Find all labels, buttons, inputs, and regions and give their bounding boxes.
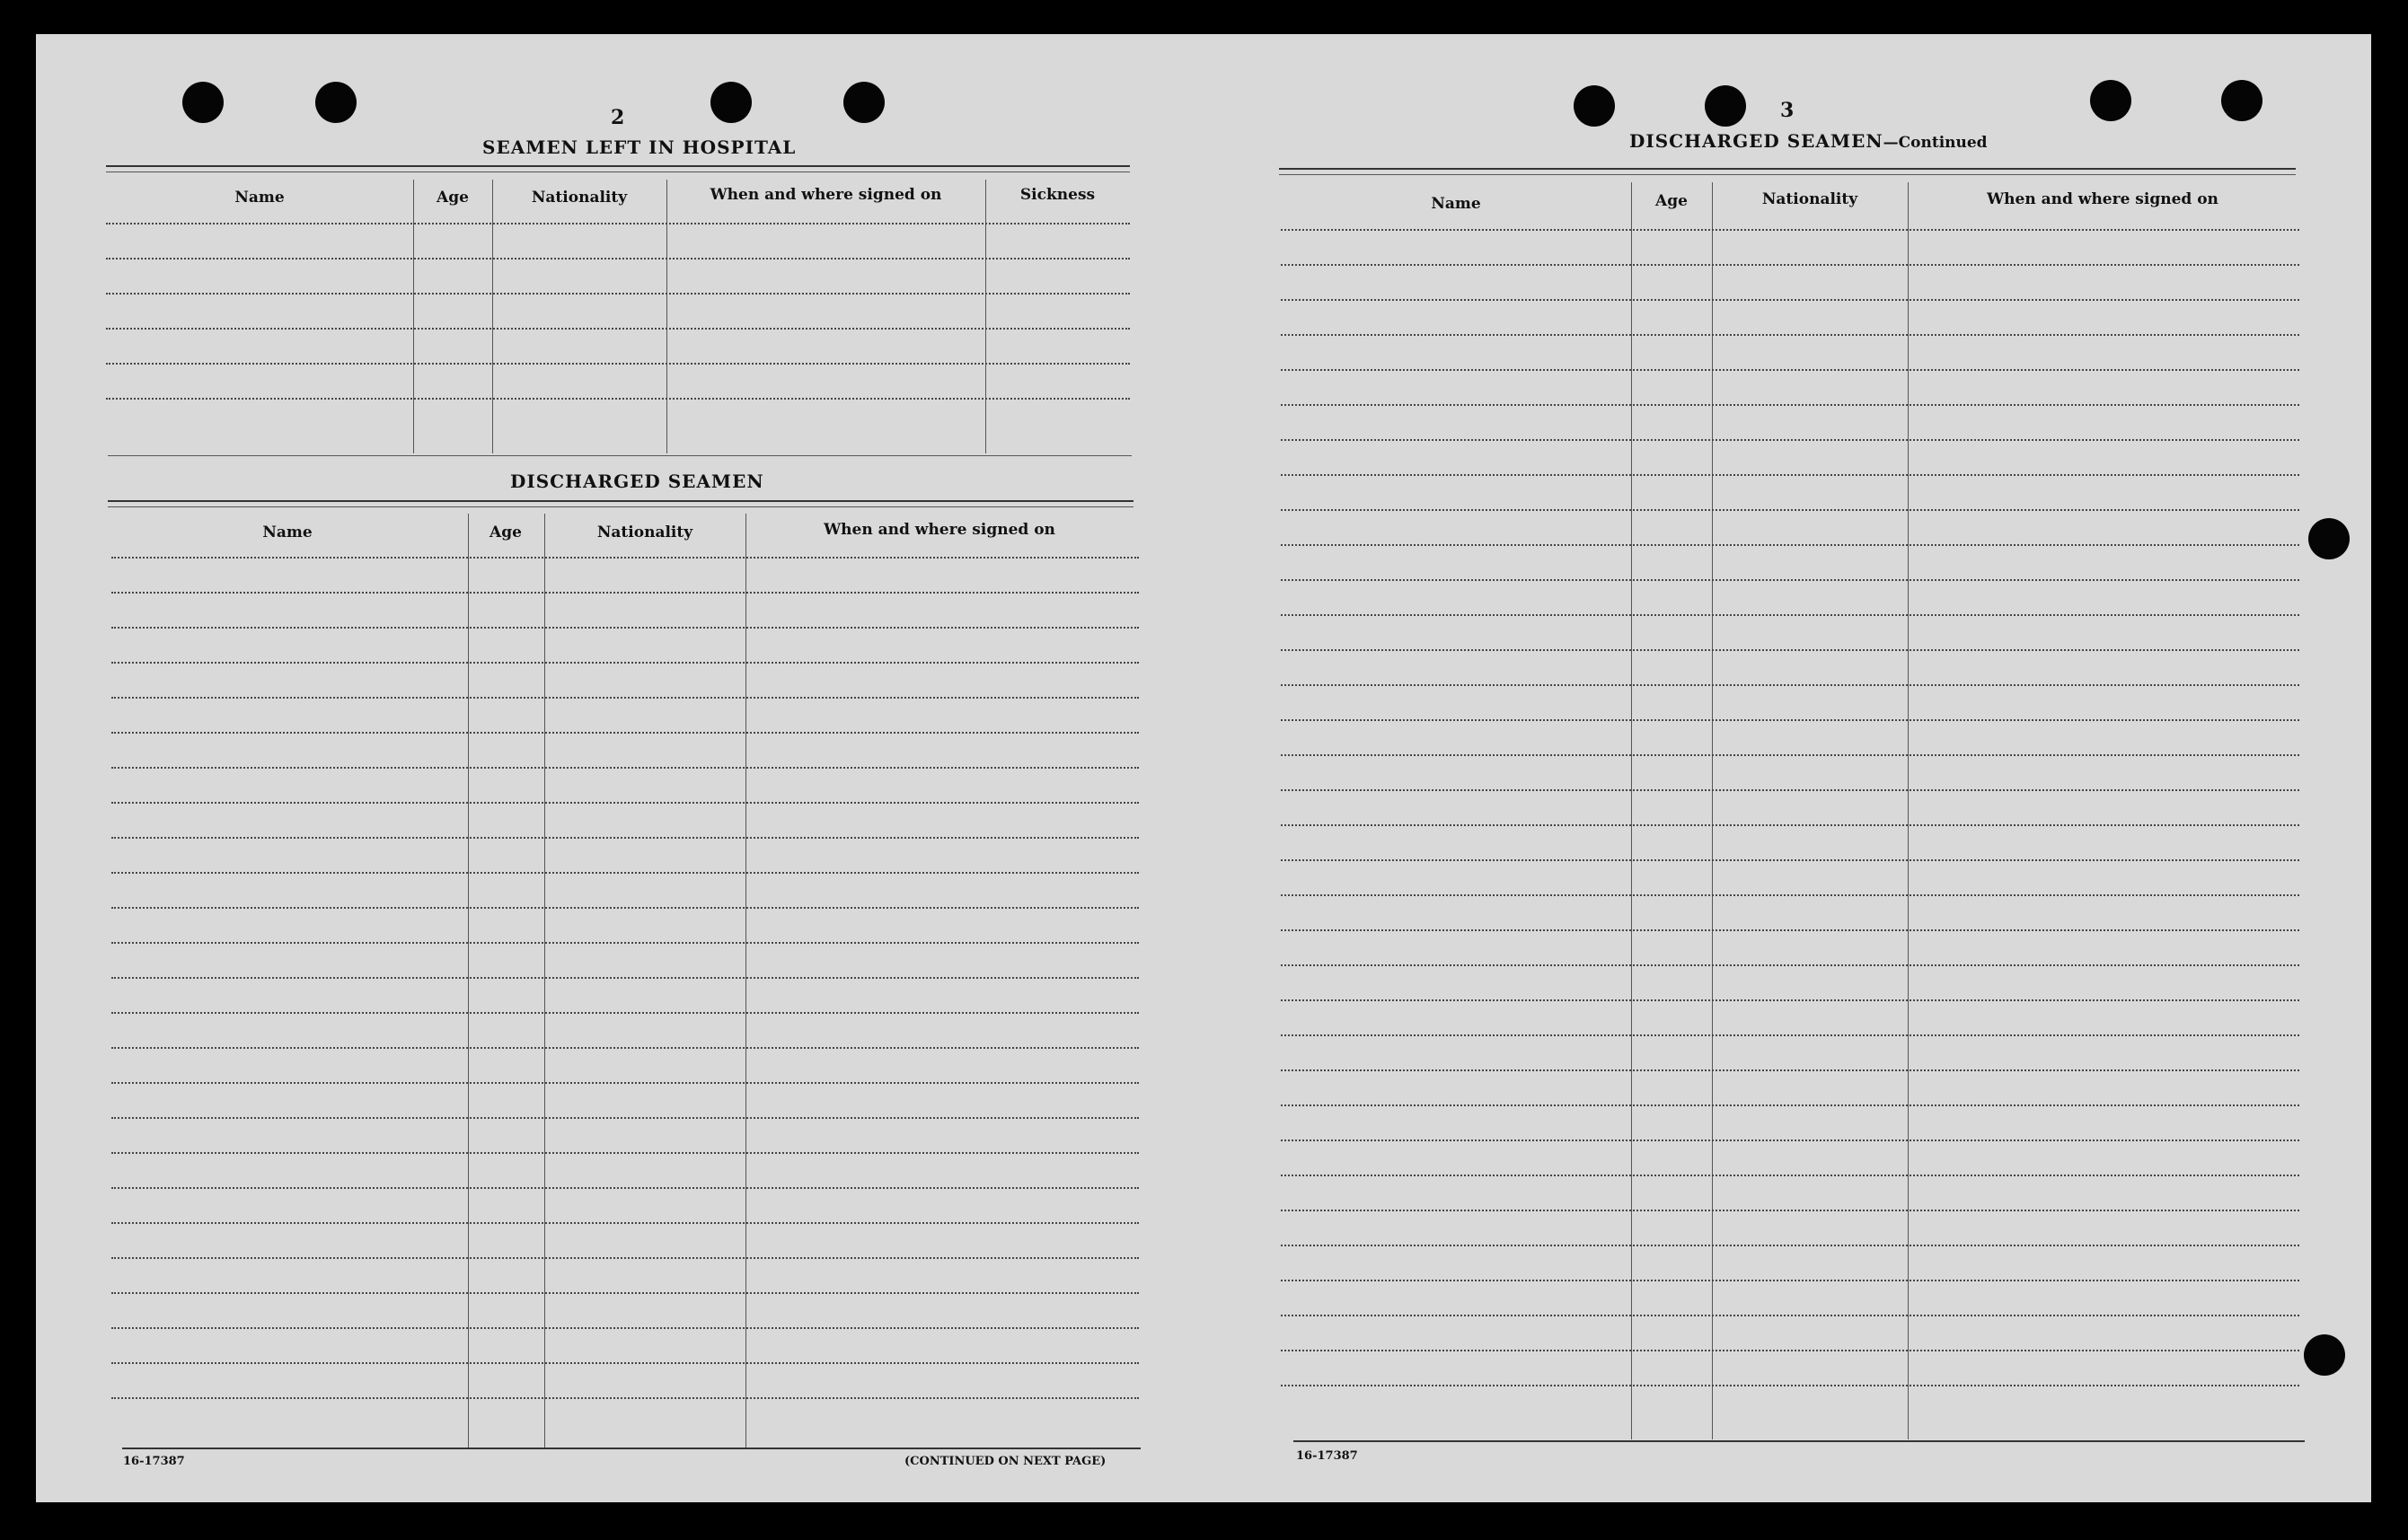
punch-hole [710, 82, 752, 123]
table-row-rule [1281, 1210, 2299, 1211]
discharged-table-top-rule [108, 500, 1133, 502]
hospital-col-divider [492, 180, 493, 453]
right-table-top-rule [1279, 168, 2296, 170]
table-row-rule [111, 1012, 1139, 1014]
punch-hole [182, 82, 224, 123]
table-row-rule [1281, 1315, 2299, 1316]
table-row-rule [1281, 544, 2299, 546]
table-row-rule [111, 557, 1139, 559]
table-row-rule [1281, 719, 2299, 721]
table-row-rule [111, 1152, 1139, 1154]
right-col-divider [1631, 182, 1632, 1439]
table-row-rule [111, 802, 1139, 804]
discharged-col-divider [745, 514, 746, 1448]
table-row-rule [111, 1082, 1139, 1084]
hospital-col-age: Age [437, 189, 469, 207]
table-row-rule [1281, 299, 2299, 301]
left-form-number: 16-17387 [123, 1455, 185, 1468]
table-row-rule [1281, 264, 2299, 266]
discharged-table-top-rule [108, 506, 1133, 507]
hospital-col-divider [666, 180, 667, 453]
table-row-rule [106, 328, 1130, 330]
table-row-rule [111, 592, 1139, 594]
table-row-rule [1281, 509, 2299, 511]
table-row-rule [1281, 229, 2299, 231]
hospital-section-title: SEAMEN LEFT IN HOSPITAL [482, 136, 797, 158]
table-row-rule [1281, 1034, 2299, 1036]
table-row-rule [106, 363, 1130, 365]
table-row-rule [1281, 1385, 2299, 1386]
discharged-col-signed-on: When and where signed on [824, 521, 1055, 539]
table-row-rule [106, 258, 1130, 260]
left-page-number: 2 [611, 106, 625, 129]
table-row-rule [111, 872, 1139, 874]
table-row-rule [1281, 1140, 2299, 1141]
right-col-signed-on: When and where signed on [1987, 190, 2218, 208]
right-col-divider [1712, 182, 1713, 1439]
table-row-rule [111, 837, 1139, 839]
table-row-rule [106, 293, 1130, 295]
discharged-table-bottom-rule [122, 1448, 1141, 1449]
discharged-section-title: DISCHARGED SEAMEN [510, 471, 764, 492]
table-row-rule [111, 907, 1139, 909]
table-row-rule [106, 223, 1130, 224]
table-row-rule [111, 942, 1139, 944]
right-col-nationality: Nationality [1761, 190, 1858, 208]
hospital-col-name: Name [234, 189, 285, 207]
table-row-rule [1281, 369, 2299, 371]
table-row-rule [1281, 579, 2299, 581]
punch-hole [1705, 85, 1746, 127]
table-row-rule [1281, 404, 2299, 406]
table-row-rule [106, 398, 1130, 400]
table-row-rule [1281, 754, 2299, 756]
table-row-rule [1281, 789, 2299, 791]
hospital-table-top-rule [106, 165, 1130, 167]
table-row-rule [1281, 439, 2299, 441]
punch-hole [2090, 80, 2131, 121]
discharged-col-divider [544, 514, 545, 1448]
punch-hole [2308, 518, 2350, 559]
table-row-rule [111, 1117, 1139, 1119]
table-row-rule [1281, 1350, 2299, 1351]
discharged-col-name: Name [262, 524, 313, 541]
table-row-rule [111, 1187, 1139, 1189]
discharged-table-top-rule [108, 455, 1132, 456]
table-row-rule [1281, 684, 2299, 686]
punch-hole [2304, 1334, 2345, 1376]
table-row-rule [111, 1362, 1139, 1364]
right-col-name: Name [1431, 195, 1481, 213]
table-row-rule [1281, 1175, 2299, 1176]
table-row-rule [1281, 334, 2299, 336]
right-col-divider [1908, 182, 1909, 1439]
table-row-rule [1281, 929, 2299, 931]
table-row-rule [1281, 649, 2299, 651]
table-row-rule [111, 662, 1139, 664]
continued-note: (CONTINUED ON NEXT PAGE) [904, 1455, 1107, 1468]
hospital-col-nationality: Nationality [531, 189, 628, 207]
discharged-col-nationality: Nationality [596, 524, 693, 541]
table-row-rule [1281, 1069, 2299, 1071]
punch-hole [315, 82, 357, 123]
table-row-rule [111, 1327, 1139, 1329]
table-row-rule [111, 1292, 1139, 1294]
hospital-col-sickness: Sickness [1019, 186, 1096, 204]
table-row-rule [1281, 614, 2299, 616]
right-title-main: DISCHARGED SEAMEN [1629, 130, 1883, 152]
table-row-rule [1281, 859, 2299, 861]
table-row-rule [111, 1257, 1139, 1259]
table-row-rule [111, 767, 1139, 769]
right-table-top-rule [1279, 174, 2296, 175]
discharged-col-age: Age [490, 524, 522, 541]
table-row-rule [111, 627, 1139, 629]
right-page-number: 3 [1780, 99, 1795, 122]
table-row-rule [111, 977, 1139, 979]
table-row-rule [1281, 964, 2299, 966]
table-row-rule [1281, 824, 2299, 826]
punch-hole [2221, 80, 2262, 121]
table-row-rule [1281, 1280, 2299, 1281]
table-row-rule [111, 1047, 1139, 1049]
table-row-rule [111, 1222, 1139, 1224]
table-row-rule [1281, 999, 2299, 1001]
punch-hole [843, 82, 885, 123]
table-row-rule [1281, 474, 2299, 476]
table-row-rule [111, 697, 1139, 699]
right-col-age: Age [1655, 192, 1688, 210]
hospital-col-signed-on: When and where signed on [710, 186, 942, 204]
right-table-bottom-rule [1293, 1440, 2305, 1442]
punch-hole [1574, 85, 1615, 127]
right-form-number: 16-17387 [1296, 1449, 1358, 1463]
table-row-rule [111, 732, 1139, 734]
table-row-rule [1281, 1245, 2299, 1246]
discharged-col-divider [468, 514, 469, 1448]
table-row-rule [1281, 894, 2299, 896]
table-row-rule [111, 1397, 1139, 1399]
table-row-rule [1281, 1104, 2299, 1106]
right-title-suffix: —Continued [1883, 134, 1988, 152]
right-section-title [1629, 130, 1988, 152]
hospital-col-divider [413, 180, 414, 453]
hospital-col-divider [985, 180, 986, 453]
